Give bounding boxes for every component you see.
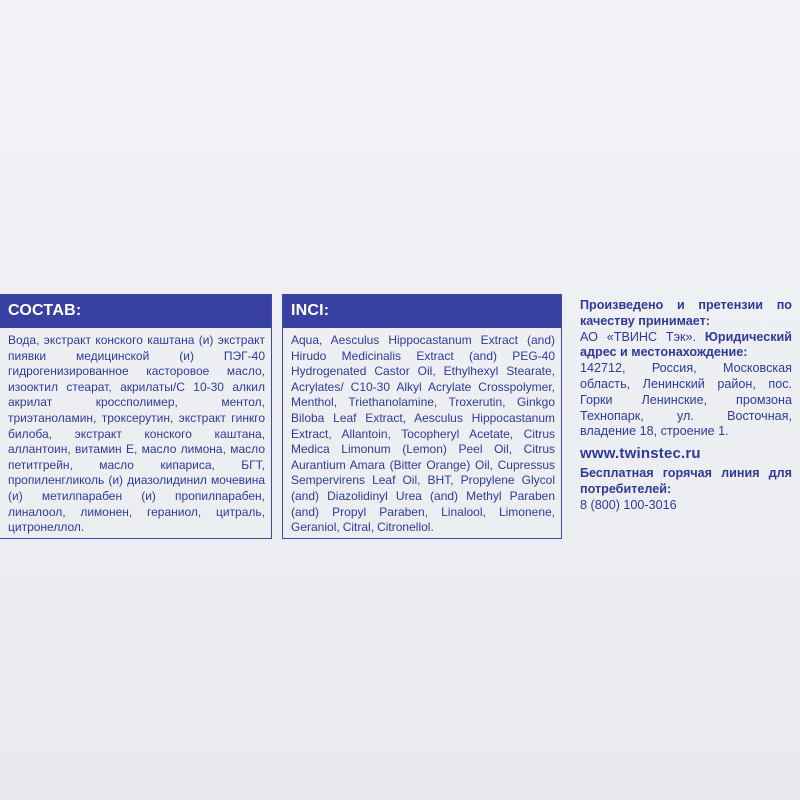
manufacturer-heading: Произведено и претензии по качеству принимает: (580, 298, 792, 328)
address-heading: Юридический адрес и местонахождение: (580, 329, 793, 360)
composition-title: СОСТАВ: (0, 294, 271, 328)
composition-text: Вода, экстракт конского каштана (и) экстракт пиявки медицинской (и) ПЭГ-40 гидрогенизированное касторовое масло, изооктил стеарат, акрилаты/С 10-30 алкил акрилат кроссполимер, ментол, триэтаноламин, троксерутин, экстракт гинкго билоба, экстракт конского каштана, аллантоин, витамин Е, масло лимона, масло петитгрейн, масло кипариса, БГТ, пропиленгликоль (и) диазолидинил мочевина (и) метилпарабен (и) пропилпарабен, линалоол, лимонен, гераниол, цитраль, цитронеллол. (8, 333, 265, 535)
inci-text: Aqua, Aesculus Hippocastanum Extract (and) Hirudo Medicinalis Extract (and) PEG-40 Hydrogenated Castor Oil, Ethylhexyl Stearate, Acrylates/ C10-30 Alkyl Acrylate Crosspolymer, Menthol, Triethanolamine, Troxerutin, Ginkgo Biloba Leaf Extract, Aesculus Hippocastanum Extract, Allantoin, Tocopheryl Acetate, Citrus Medica Limonum (Lemon) Peel Oil, Citrus Aurantium Amara (Bitter Orange) Oil, Cupressus Sempervirens Leaf Oil, BHT, Propylene Glycol (and) Diazolidinyl Urea (and) Methyl Paraben (and) Propyl Paraben, Linalool, Limonene, Geraniol, Citral, Citronellol. (291, 333, 555, 535)
website-link[interactable]: www.twinstec.ru (580, 445, 701, 463)
hotline-phone: 8 (800) 100-3016 (580, 497, 677, 512)
composition-panel (0, 294, 272, 539)
manufacturer-info (580, 298, 792, 513)
inci-panel (282, 294, 562, 539)
manufacturer-company: АО «ТВИНС Тэк». (580, 329, 697, 344)
inci-title: INCI: (283, 294, 561, 328)
hotline-heading: Бесплатная горячая линия для потребителей: (580, 465, 792, 496)
manufacturer-company-line (580, 330, 792, 362)
manufacturer-address: 142712, Россия, Московская область, Ленинский район, пос. Горки Ленинские, промзона Технопарк, ул. Восточная, владение 18, строение 1. (580, 361, 792, 439)
